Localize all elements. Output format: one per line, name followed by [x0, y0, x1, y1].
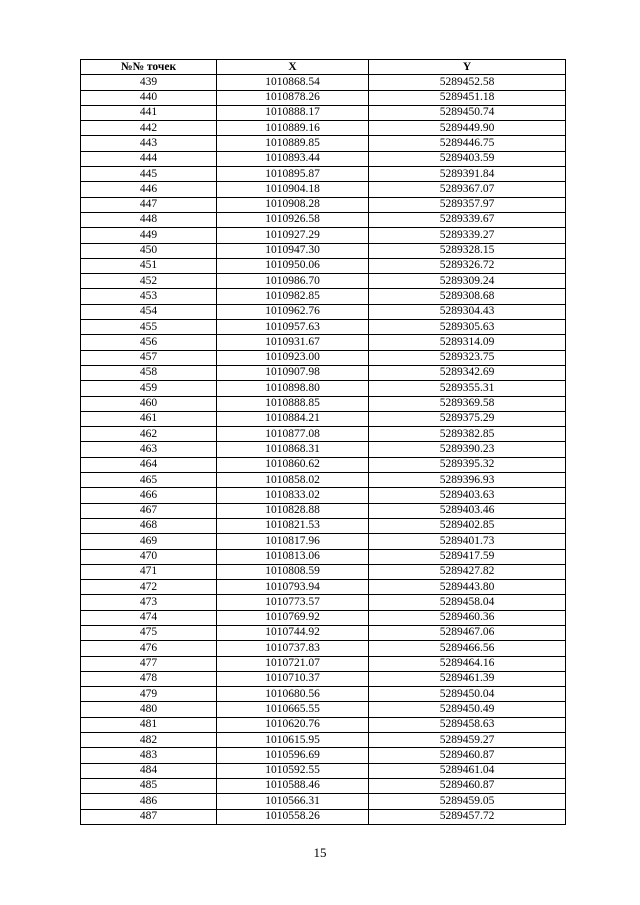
y-coordinate-cell: 5289446.75 [369, 136, 566, 151]
y-coordinate-cell: 5289326.72 [369, 258, 566, 273]
table-row [81, 473, 566, 488]
x-coordinate-cell: 1010744.92 [217, 625, 369, 640]
x-coordinate-cell: 1010665.55 [217, 702, 369, 717]
x-coordinate-cell: 1010947.30 [217, 243, 369, 258]
table-header-row [81, 60, 566, 75]
y-coordinate-cell: 5289417.59 [369, 549, 566, 564]
point-number-cell: 475 [81, 625, 217, 640]
x-coordinate-cell: 1010833.02 [217, 488, 369, 503]
x-coordinate-cell: 1010828.88 [217, 503, 369, 518]
table-row [81, 243, 566, 258]
table-row [81, 427, 566, 442]
y-coordinate-cell: 5289342.69 [369, 365, 566, 380]
point-number-cell: 444 [81, 151, 217, 166]
point-number-cell: 442 [81, 121, 217, 136]
table-row [81, 488, 566, 503]
point-number-cell: 470 [81, 549, 217, 564]
y-coordinate-cell: 5289314.09 [369, 335, 566, 350]
point-number-cell: 465 [81, 473, 217, 488]
x-coordinate-cell: 1010793.94 [217, 580, 369, 595]
point-number-cell: 479 [81, 687, 217, 702]
x-coordinate-cell: 1010888.17 [217, 105, 369, 120]
point-number-cell: 439 [81, 75, 217, 90]
y-coordinate-cell: 5289458.63 [369, 717, 566, 732]
x-coordinate-cell: 1010592.55 [217, 763, 369, 778]
point-number-cell: 477 [81, 656, 217, 671]
point-number-cell: 486 [81, 794, 217, 809]
point-number-cell: 484 [81, 763, 217, 778]
point-number-cell: 449 [81, 228, 217, 243]
point-number-cell: 480 [81, 702, 217, 717]
x-coordinate-cell: 1010860.62 [217, 457, 369, 472]
x-coordinate-cell: 1010821.53 [217, 518, 369, 533]
table-row [81, 228, 566, 243]
page-number: 15 [313, 845, 327, 860]
table-row [81, 564, 566, 579]
x-coordinate-cell: 1010986.70 [217, 274, 369, 289]
x-coordinate-cell: 1010710.37 [217, 671, 369, 686]
table-row [81, 289, 566, 304]
x-coordinate-cell: 1010926.58 [217, 212, 369, 227]
column-header-point-number: №№ точек [81, 60, 217, 75]
x-coordinate-cell: 1010923.00 [217, 350, 369, 365]
table-row [81, 763, 566, 778]
table-row [81, 717, 566, 732]
x-coordinate-cell: 1010908.28 [217, 197, 369, 212]
table-row [81, 687, 566, 702]
table-row [81, 258, 566, 273]
point-number-cell: 471 [81, 564, 217, 579]
y-coordinate-cell: 5289461.39 [369, 671, 566, 686]
table-row [81, 656, 566, 671]
point-number-cell: 448 [81, 212, 217, 227]
y-coordinate-cell: 5289355.31 [369, 381, 566, 396]
table-row [81, 809, 566, 824]
table-row [81, 442, 566, 457]
x-coordinate-cell: 1010868.31 [217, 442, 369, 457]
column-header-x: X [217, 60, 369, 75]
point-number-cell: 482 [81, 733, 217, 748]
table-row [81, 641, 566, 656]
x-coordinate-cell: 1010596.69 [217, 748, 369, 763]
table-row [81, 595, 566, 610]
y-coordinate-cell: 5289443.80 [369, 580, 566, 595]
x-coordinate-cell: 1010898.80 [217, 381, 369, 396]
y-coordinate-cell: 5289460.36 [369, 610, 566, 625]
x-coordinate-cell: 1010962.76 [217, 304, 369, 319]
x-coordinate-cell: 1010769.92 [217, 610, 369, 625]
table-row [81, 625, 566, 640]
table-row [81, 182, 566, 197]
x-coordinate-cell: 1010889.85 [217, 136, 369, 151]
table-row [81, 549, 566, 564]
y-coordinate-cell: 5289367.07 [369, 182, 566, 197]
point-number-cell: 451 [81, 258, 217, 273]
y-coordinate-cell: 5289339.67 [369, 212, 566, 227]
x-coordinate-cell: 1010957.63 [217, 320, 369, 335]
y-coordinate-cell: 5289403.59 [369, 151, 566, 166]
table-row [81, 75, 566, 90]
table-row [81, 350, 566, 365]
point-number-cell: 478 [81, 671, 217, 686]
point-number-cell: 463 [81, 442, 217, 457]
x-coordinate-cell: 1010950.06 [217, 258, 369, 273]
x-coordinate-cell: 1010931.67 [217, 335, 369, 350]
point-number-cell: 468 [81, 518, 217, 533]
y-coordinate-cell: 5289304.43 [369, 304, 566, 319]
point-number-cell: 472 [81, 580, 217, 595]
x-coordinate-cell: 1010620.76 [217, 717, 369, 732]
y-coordinate-cell: 5289459.05 [369, 794, 566, 809]
coordinates-table [80, 59, 566, 825]
y-coordinate-cell: 5289402.85 [369, 518, 566, 533]
point-number-cell: 453 [81, 289, 217, 304]
point-number-cell: 466 [81, 488, 217, 503]
table-row [81, 121, 566, 136]
y-coordinate-cell: 5289339.27 [369, 228, 566, 243]
table-row [81, 457, 566, 472]
x-coordinate-cell: 1010721.07 [217, 656, 369, 671]
y-coordinate-cell: 5289401.73 [369, 534, 566, 549]
y-coordinate-cell: 5289460.87 [369, 778, 566, 793]
table-row [81, 381, 566, 396]
point-number-cell: 481 [81, 717, 217, 732]
point-number-cell: 467 [81, 503, 217, 518]
point-number-cell: 461 [81, 411, 217, 426]
y-coordinate-cell: 5289328.15 [369, 243, 566, 258]
x-coordinate-cell: 1010889.16 [217, 121, 369, 136]
point-number-cell: 447 [81, 197, 217, 212]
table-row [81, 90, 566, 105]
y-coordinate-cell: 5289403.46 [369, 503, 566, 518]
y-coordinate-cell: 5289461.04 [369, 763, 566, 778]
y-coordinate-cell: 5289305.63 [369, 320, 566, 335]
point-number-cell: 454 [81, 304, 217, 319]
y-coordinate-cell: 5289450.74 [369, 105, 566, 120]
table-row [81, 335, 566, 350]
table-row [81, 197, 566, 212]
point-number-cell: 485 [81, 778, 217, 793]
x-coordinate-cell: 1010817.96 [217, 534, 369, 549]
y-coordinate-cell: 5289308.68 [369, 289, 566, 304]
y-coordinate-cell: 5289451.18 [369, 90, 566, 105]
point-number-cell: 487 [81, 809, 217, 824]
x-coordinate-cell: 1010982.85 [217, 289, 369, 304]
y-coordinate-cell: 5289369.58 [369, 396, 566, 411]
table-row [81, 105, 566, 120]
point-number-cell: 452 [81, 274, 217, 289]
table-row [81, 778, 566, 793]
x-coordinate-cell: 1010884.21 [217, 411, 369, 426]
x-coordinate-cell: 1010737.83 [217, 641, 369, 656]
point-number-cell: 457 [81, 350, 217, 365]
x-coordinate-cell: 1010680.56 [217, 687, 369, 702]
point-number-cell: 476 [81, 641, 217, 656]
point-number-cell: 440 [81, 90, 217, 105]
point-number-cell: 455 [81, 320, 217, 335]
y-coordinate-cell: 5289403.63 [369, 488, 566, 503]
x-coordinate-cell: 1010868.54 [217, 75, 369, 90]
y-coordinate-cell: 5289395.32 [369, 457, 566, 472]
point-number-cell: 445 [81, 167, 217, 182]
table-row [81, 365, 566, 380]
point-number-cell: 483 [81, 748, 217, 763]
x-coordinate-cell: 1010927.29 [217, 228, 369, 243]
y-coordinate-cell: 5289450.49 [369, 702, 566, 717]
y-coordinate-cell: 5289450.04 [369, 687, 566, 702]
y-coordinate-cell: 5289357.97 [369, 197, 566, 212]
y-coordinate-cell: 5289391.84 [369, 167, 566, 182]
y-coordinate-cell: 5289464.16 [369, 656, 566, 671]
table-row [81, 733, 566, 748]
x-coordinate-cell: 1010858.02 [217, 473, 369, 488]
table-row [81, 748, 566, 763]
x-coordinate-cell: 1010615.95 [217, 733, 369, 748]
x-coordinate-cell: 1010907.98 [217, 365, 369, 380]
point-number-cell: 459 [81, 381, 217, 396]
y-coordinate-cell: 5289382.85 [369, 427, 566, 442]
table-row [81, 212, 566, 227]
y-coordinate-cell: 5289449.90 [369, 121, 566, 136]
table-row [81, 320, 566, 335]
y-coordinate-cell: 5289323.75 [369, 350, 566, 365]
point-number-cell: 474 [81, 610, 217, 625]
y-coordinate-cell: 5289375.29 [369, 411, 566, 426]
table-row [81, 671, 566, 686]
column-header-y: Y [369, 60, 566, 75]
table-row [81, 304, 566, 319]
table-row [81, 702, 566, 717]
table-row [81, 167, 566, 182]
x-coordinate-cell: 1010588.46 [217, 778, 369, 793]
point-number-cell: 458 [81, 365, 217, 380]
y-coordinate-cell: 5289427.82 [369, 564, 566, 579]
y-coordinate-cell: 5289467.06 [369, 625, 566, 640]
y-coordinate-cell: 5289460.87 [369, 748, 566, 763]
table-row [81, 518, 566, 533]
point-number-cell: 450 [81, 243, 217, 258]
x-coordinate-cell: 1010558.26 [217, 809, 369, 824]
y-coordinate-cell: 5289452.58 [369, 75, 566, 90]
table-row [81, 610, 566, 625]
point-number-cell: 460 [81, 396, 217, 411]
y-coordinate-cell: 5289390.23 [369, 442, 566, 457]
x-coordinate-cell: 1010888.85 [217, 396, 369, 411]
x-coordinate-cell: 1010893.44 [217, 151, 369, 166]
table-row [81, 274, 566, 289]
y-coordinate-cell: 5289457.72 [369, 809, 566, 824]
x-coordinate-cell: 1010895.87 [217, 167, 369, 182]
point-number-cell: 464 [81, 457, 217, 472]
table-row [81, 580, 566, 595]
y-coordinate-cell: 5289459.27 [369, 733, 566, 748]
point-number-cell: 456 [81, 335, 217, 350]
y-coordinate-cell: 5289458.04 [369, 595, 566, 610]
table-row [81, 794, 566, 809]
x-coordinate-cell: 1010566.31 [217, 794, 369, 809]
y-coordinate-cell: 5289309.24 [369, 274, 566, 289]
table-row [81, 396, 566, 411]
point-number-cell: 462 [81, 427, 217, 442]
point-number-cell: 473 [81, 595, 217, 610]
table-row [81, 136, 566, 151]
table-row [81, 503, 566, 518]
point-number-cell: 443 [81, 136, 217, 151]
x-coordinate-cell: 1010878.26 [217, 90, 369, 105]
y-coordinate-cell: 5289466.56 [369, 641, 566, 656]
point-number-cell: 441 [81, 105, 217, 120]
y-coordinate-cell: 5289396.93 [369, 473, 566, 488]
x-coordinate-cell: 1010773.57 [217, 595, 369, 610]
table-row [81, 151, 566, 166]
point-number-cell: 469 [81, 534, 217, 549]
point-number-cell: 446 [81, 182, 217, 197]
x-coordinate-cell: 1010904.18 [217, 182, 369, 197]
x-coordinate-cell: 1010877.08 [217, 427, 369, 442]
table-row [81, 411, 566, 426]
x-coordinate-cell: 1010813.06 [217, 549, 369, 564]
table-row [81, 534, 566, 549]
table-body [81, 75, 566, 825]
x-coordinate-cell: 1010808.59 [217, 564, 369, 579]
